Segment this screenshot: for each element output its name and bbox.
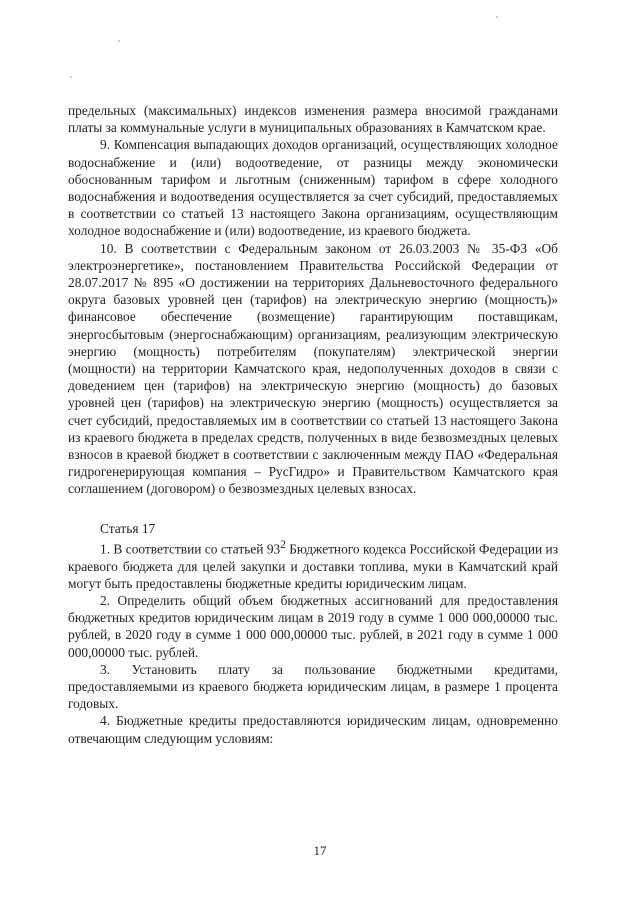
section-spacer [68,498,558,520]
scan-speck [118,40,120,42]
article-paragraph-1 [68,537,558,592]
scan-speck [496,16,498,18]
article-p1-after: Бюджетного кодекса Российской Федерации из краевого бюджета для целей закупки и доставки топлива, муки в Камчатский край могут быть предоставлены бюджетные кредиты юридическим лицам. [68,541,558,591]
article-paragraph-3: 3. Установить плату за пользование бюджетными кредитами, предоставляемыми из краевого бюджета юридическим лицам, в размере 1 процента годовых. [68,661,558,712]
paragraph-continuation: предельных (максимальных) индексов изменения размера вносимой гражданами платы за коммунальные услуги в муниципальных образованиях в Камчатском крае. [68,103,558,136]
article-paragraph-2: 2. Определить общий объем бюджетных ассигнований для предоставления бюджетных кредитов юридическим лицам в 2019 году в сумме 1 000 000,00000 тыс. рублей, в 2020 году в сумме 1 000 000,00000 тыс. рублей, в 2021 году в сумме 1 000 000,00000 тыс. рублей. [68,592,558,660]
article-title: Статья 17 [100,520,156,536]
paragraph-9: 9. Компенсация выпадающих доходов организаций, осуществляющих холодное водоснабжение и (или) водоотведение, от разницы между экономически обоснованным тарифом и льготным (сниженным) тарифом в сфере холодного водоснабжения и водоотведения осуществляется за счет субсидий, предоставляемых в соответствии со статьей 13 настоящего Закона организациям, осуществляющим холодное водоснабжение и (или) водоотведение, из краевого бюджета. [68,137,558,239]
document-body [68,102,558,747]
scan-speck [70,76,72,78]
page-number: 17 [313,843,327,858]
article-paragraph-4: 4. Бюджетные кредиты предоставляются юридическим лицам, одновременно отвечающим следующим условиям: [68,713,558,746]
article-p1-superscript: 2 [280,538,286,551]
article-p1-before: 1. В соответствии со статьей 93 [100,541,281,557]
paragraph-10: 10. В соответствии с Федеральным законом от 26.03.2003 № 35-ФЗ «Об электроэнергетике», постановлением Правительства Российской Федерации от 28.07.2017 № 895 «О достижении на территориях Дальневосточного федерального округа базовых уровней цен (тарифов) на электрическую энергию (мощность)» финансовое обеспечение (возмещение) гарантирующим поставщикам, энергосбытовым (энергоснабжающим) организациям, реализующим электрическую энергию (мощность) потребителям (покупателям) электрической энергии (мощности) на территории Камчатского края, недополученных доходов в связи с доведением цен (тарифов) на электрическую энергию (мощность) до базовых уровней цен (тарифов) на электрическую энергию (мощность) осуществляется за счет субсидий, предоставляемых им в соответствии со статьей 13 настоящего Закона из краевого бюджета в пределах средств, полученных в виде безвозмездных целевых взносов в краевой бюджет в соответствии с заключенным между ПАО «Федеральная гидрогенерирующая компания – РусГидро» и Правительством Камчатского края соглашением (договором) о безвозмездных целевых взносах. [68,240,558,497]
